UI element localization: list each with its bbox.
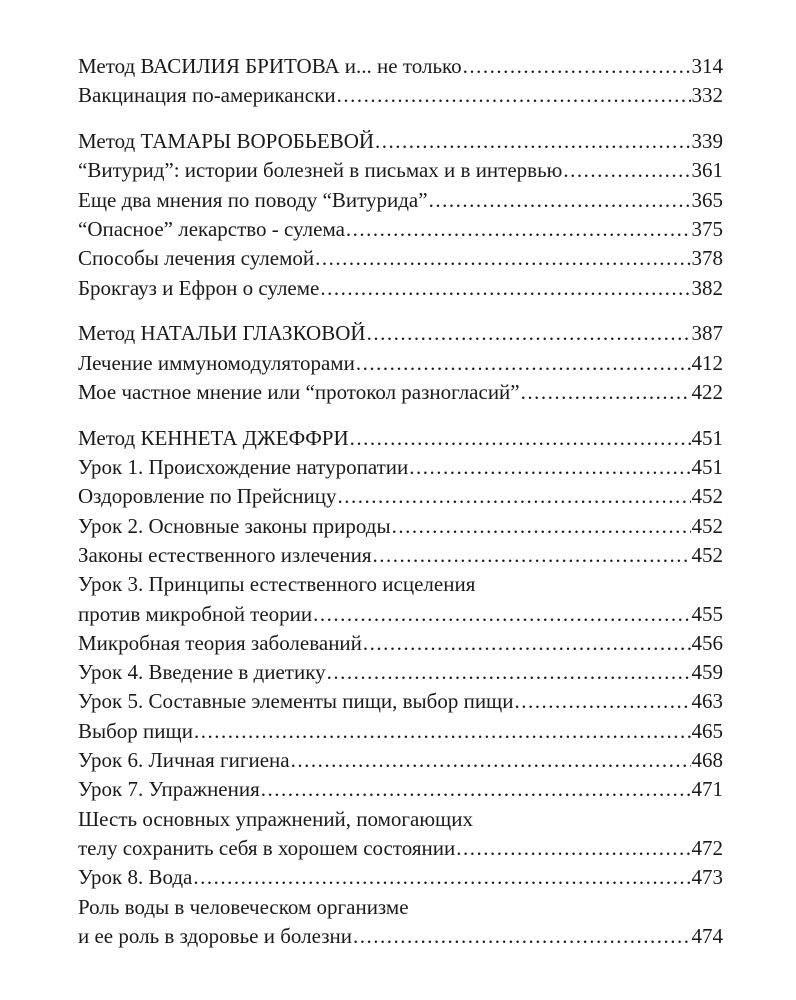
toc-entry xyxy=(78,570,723,599)
dot-leader xyxy=(514,687,690,716)
dot-leader xyxy=(409,453,690,482)
toc-entry-title: Урок 1. Происхождение натуропатии xyxy=(78,455,409,480)
toc-entry-page: 314 xyxy=(691,54,723,78)
toc-entry-title: Урок 2. Основные законы природы xyxy=(78,513,391,538)
toc-entry xyxy=(78,629,723,658)
toc-entry-title: Шесть основных упражнений, помогающих xyxy=(78,806,473,831)
toc-entry-page: 451 xyxy=(691,455,723,480)
toc-section xyxy=(78,127,723,303)
dot-leader xyxy=(373,541,691,570)
toc-entry-title: Роль воды в человеческом организме xyxy=(78,894,409,919)
toc-entry-title: Лечение иммуномодуляторами xyxy=(78,350,355,375)
toc-entry-title: Урок 8. Вода xyxy=(78,865,193,890)
dot-leader xyxy=(375,127,690,156)
toc-entry-title: “Витурид”: истории болезней в письмах и в интервью xyxy=(78,158,563,183)
toc-entry-page: 412 xyxy=(691,350,723,375)
toc-entry-page: 474 xyxy=(691,923,723,948)
dot-leader xyxy=(315,244,690,273)
toc-entry-title: и ее роль в здоровье и болезни xyxy=(78,923,352,948)
dot-leader xyxy=(353,922,691,951)
toc-entry xyxy=(78,244,723,273)
toc-entry-title: телу сохранить себя в хорошем состоянии xyxy=(78,835,456,860)
toc-entry xyxy=(78,512,723,541)
toc-entry xyxy=(78,378,723,407)
toc-entry-page: 473 xyxy=(691,865,723,890)
toc-entry-title: Законы естественного излечения xyxy=(78,542,372,567)
toc-entry-title: Урок 4. Введение в диетику xyxy=(78,660,326,685)
toc-entry-title: Еще два мнения по поводу “Витурида” xyxy=(78,187,428,212)
toc-entry xyxy=(78,274,723,303)
toc-entry-title: Микробная теория заболеваний xyxy=(78,630,362,655)
toc-entry xyxy=(78,717,723,746)
dot-leader xyxy=(337,81,691,110)
dot-leader xyxy=(193,863,690,892)
toc-entry-title: против микробной теории xyxy=(78,601,313,626)
toc-entry xyxy=(78,600,723,629)
dot-leader xyxy=(327,658,691,687)
toc-entry xyxy=(78,658,723,687)
toc-section xyxy=(78,52,723,111)
dot-leader xyxy=(363,629,691,658)
toc-entry-title: “Опасное” лекарство - сулема xyxy=(78,216,345,241)
dot-leader xyxy=(456,834,690,863)
toc-entry xyxy=(78,186,723,215)
toc-entry-page: 456 xyxy=(691,630,723,655)
toc-entry-page: 471 xyxy=(691,777,723,802)
dot-leader xyxy=(313,600,690,629)
toc-entry xyxy=(78,805,723,834)
toc-entry xyxy=(78,893,723,922)
toc-entry-title: Урок 6. Личная гигиена xyxy=(78,748,290,773)
dot-leader xyxy=(346,215,691,244)
toc-entry-title: Оздоровление по Прейсницу xyxy=(78,484,337,509)
dot-leader xyxy=(261,775,691,804)
toc-entry xyxy=(78,746,723,775)
toc-entry-title: Брокгауз и Ефрон о сулеме xyxy=(78,275,320,300)
dot-leader xyxy=(320,274,690,303)
toc-entry-title: Метод НАТАЛЬИ ГЛАЗКОВОЙ xyxy=(78,321,366,346)
dot-leader xyxy=(392,512,691,541)
toc-entry-title: Урок 3. Принципы естественного исцеления xyxy=(78,572,476,597)
dot-leader xyxy=(291,746,691,775)
toc-entry-page: 375 xyxy=(691,216,723,241)
toc-entry-page: 422 xyxy=(691,379,723,404)
dot-leader xyxy=(194,717,691,746)
toc-entry-page: 472 xyxy=(691,835,723,860)
toc-entry xyxy=(78,775,723,804)
toc-section xyxy=(78,424,723,951)
toc-entry-page: 463 xyxy=(691,689,723,714)
toc-section xyxy=(78,319,723,407)
toc-entry xyxy=(78,81,723,110)
dot-leader xyxy=(338,482,691,511)
toc-entry-title: Мое частное мнение или “протокол разногласий” xyxy=(78,379,520,404)
dot-leader xyxy=(521,378,691,407)
toc-entry xyxy=(78,687,723,716)
toc-entry-page: 382 xyxy=(691,275,723,300)
toc-entry-page: 361 xyxy=(691,158,723,183)
toc-entry-title: Метод ВАСИЛИЯ БРИТОВА и... не только xyxy=(78,54,462,78)
toc-entry-title: Урок 5. Составные элементы пищи, выбор пищи xyxy=(78,689,514,714)
toc-entry-page: 468 xyxy=(691,748,723,773)
toc-entry-title: Урок 7. Упражнения xyxy=(78,777,260,802)
dot-leader xyxy=(563,156,690,185)
toc-entry xyxy=(78,319,723,348)
toc-entry xyxy=(78,922,723,951)
toc-entry-title: Вакцинация по-американски xyxy=(78,83,336,108)
toc-entry-page: 455 xyxy=(691,601,723,626)
dot-leader xyxy=(367,319,691,348)
toc-entry-title: Выбор пищи xyxy=(78,718,193,743)
toc-entry xyxy=(78,453,723,482)
table-of-contents xyxy=(78,52,723,968)
toc-entry-page: 378 xyxy=(691,246,723,271)
dot-leader xyxy=(429,186,691,215)
toc-entry xyxy=(78,482,723,511)
toc-entry-title: Метод ТАМАРЫ ВОРОБЬЕВОЙ xyxy=(78,129,375,154)
toc-entry xyxy=(78,156,723,185)
toc-entry xyxy=(78,127,723,156)
toc-entry-page: 365 xyxy=(691,187,723,212)
toc-entry-title: Метод КЕННЕТА ДЖЕФФРИ xyxy=(78,425,349,450)
toc-entry-page: 452 xyxy=(691,542,723,567)
toc-entry xyxy=(78,349,723,378)
toc-entry-title: Способы лечения сулемой xyxy=(78,246,315,271)
dot-leader xyxy=(463,52,691,81)
toc-entry-page: 339 xyxy=(691,129,723,154)
toc-entry xyxy=(78,215,723,244)
toc-entry-page: 452 xyxy=(691,513,723,538)
toc-entry-page: 452 xyxy=(691,484,723,509)
toc-entry-page: 465 xyxy=(691,718,723,743)
toc-entry-page: 459 xyxy=(691,660,723,685)
toc-entry xyxy=(78,424,723,453)
toc-entry xyxy=(78,541,723,570)
toc-entry xyxy=(78,52,723,81)
dot-leader xyxy=(356,349,691,378)
toc-entry xyxy=(78,834,723,863)
toc-entry xyxy=(78,863,723,892)
toc-entry-page: 387 xyxy=(691,321,723,346)
dot-leader xyxy=(350,424,691,453)
toc-entry-page: 451 xyxy=(691,425,723,450)
toc-entry-page: 332 xyxy=(691,83,723,108)
